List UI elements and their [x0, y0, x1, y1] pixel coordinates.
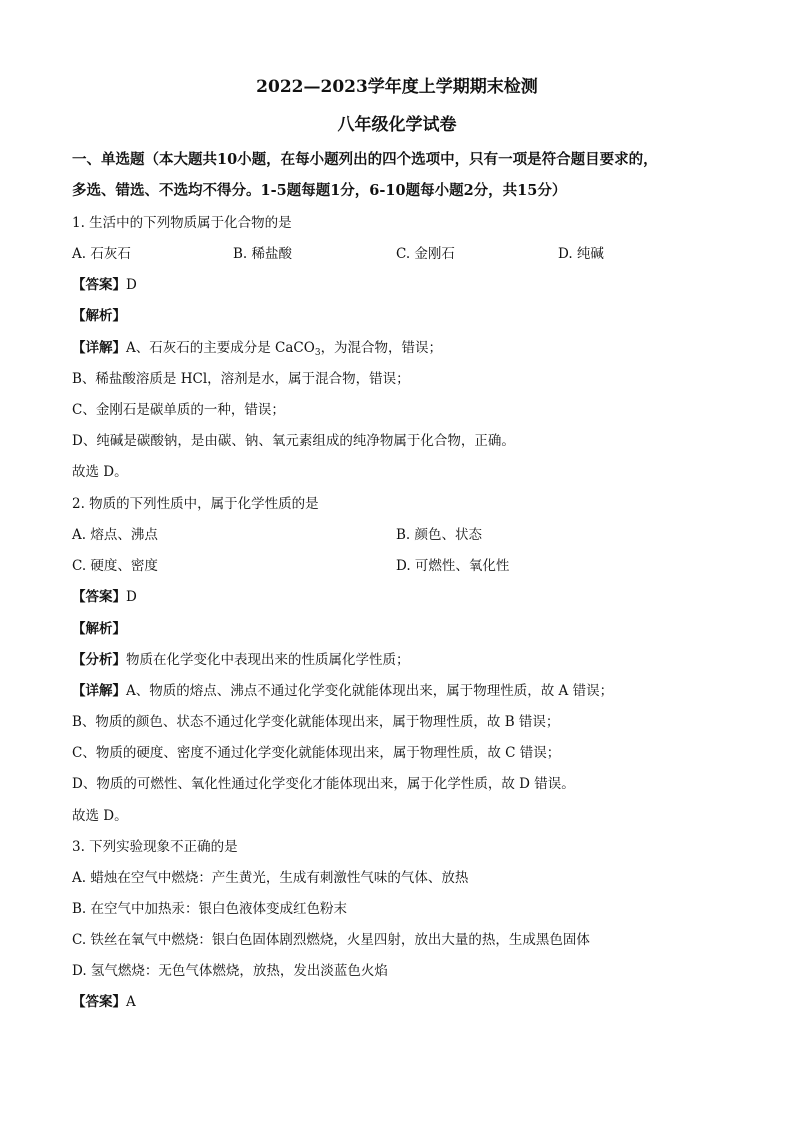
answer-label: 【答案】 — [72, 994, 126, 1010]
section-heading-line-1: 一、单选题（本大题共10小题，在每小题列出的四个选项中，只有一项是符合题目要求的， — [72, 151, 658, 168]
q3-stem: 3. 下列实验现象不正确的是 — [72, 839, 238, 855]
q1-stem: 1. 生活中的下列物质属于化合物的是 — [72, 215, 292, 231]
detail-label: 【详解】 — [72, 340, 126, 356]
q2-detail-a-text: A、物质的熔点、沸点不通过化学变化就能体现出来，属于物理性质，故 A 错误； — [126, 683, 614, 699]
q3-answer-value: A — [126, 994, 136, 1010]
q1-answer-value: D — [126, 277, 137, 293]
q2-option-d: D. 可燃性、氧化性 — [396, 558, 510, 574]
q1-detail-d: D、纯碱是碳酸钠，是由碳、钠、氧元素组成的纯净物属于化合物，正确。 — [72, 433, 515, 449]
detail-label: 【详解】 — [72, 683, 126, 699]
q1-detail-a — [72, 338, 442, 358]
q2-option-a: A. 熔点、沸点 — [72, 527, 158, 543]
analysis-label: 【解析】 — [72, 621, 126, 637]
q1-detail-a-tail: ，为混合物，错误； — [320, 340, 443, 356]
q1-analysis-label — [72, 306, 126, 326]
answer-label: 【答案】 — [72, 589, 126, 605]
q2-answer — [72, 587, 137, 607]
q2-detail-a — [72, 681, 613, 701]
q1-option-a: A. 石灰石 — [72, 246, 131, 262]
q2-analysis-label — [72, 619, 126, 639]
q2-detail-b: B、物质的颜色、状态不通过化学变化就能体现出来，属于物理性质，故 B 错误； — [72, 714, 560, 730]
q3-option-d: D. 氢气燃烧：无色气体燃烧，放热，发出淡蓝色火焰 — [72, 963, 388, 979]
fenxi-label: 【分析】 — [72, 652, 126, 668]
q1-detail-b: B、稀盐酸溶质是 HCl，溶剂是水，属于混合物，错误； — [72, 371, 410, 387]
q2-detail-c: C、物质的硬度、密度不通过化学变化就能体现出来，属于物理性质，故 C 错误； — [72, 745, 561, 761]
q2-option-b: B. 颜色、状态 — [396, 527, 483, 543]
q1-option-b: B. 稀盐酸 — [233, 246, 293, 262]
q1-option-c: C. 金刚石 — [396, 246, 455, 262]
q3-option-b: B. 在空气中加热汞：银白色液体变成红色粉末 — [72, 901, 348, 917]
analysis-label: 【解析】 — [72, 308, 126, 324]
section-heading-line-2: 多选、错选、不选均不得分。1-5题每题1分，6-10题每小题2分，共15分） — [72, 182, 567, 199]
q3-answer — [72, 992, 136, 1012]
q1-option-d: D. 纯碱 — [558, 246, 604, 262]
q1-answer — [72, 275, 137, 295]
q2-answer-value: D — [126, 589, 137, 605]
answer-label: 【答案】 — [72, 277, 126, 293]
document-title: 2022—2023学年度上学期期末检测 — [256, 77, 538, 97]
q3-option-c: C. 铁丝在氧气中燃烧：银白色固体剧烈燃烧，火星四射，放出大量的热，生成黑色固体 — [72, 932, 590, 948]
document-subtitle: 八年级化学试卷 — [337, 115, 457, 135]
q3-option-a: A. 蜡烛在空气中燃烧：产生黄光，生成有刺激性气味的气体、放热 — [72, 870, 469, 886]
q2-conclusion: 故选 D。 — [72, 808, 128, 824]
q2-fenxi — [72, 650, 410, 670]
q2-fenxi-text: 物质在化学变化中表现出来的性质属化学性质； — [126, 652, 410, 668]
q1-conclusion: 故选 D。 — [72, 464, 128, 480]
q2-detail-d: D、物质的可燃性、氧化性通过化学变化才能体现出来，属于化学性质，故 D 错误。 — [72, 776, 575, 792]
q2-stem: 2. 物质的下列性质中，属于化学性质的是 — [72, 496, 319, 512]
q1-detail-c: C、金刚石是碳单质的一种，错误； — [72, 402, 285, 418]
q1-detail-a-subscript: 3 — [314, 348, 321, 358]
q2-option-c: C. 硬度、密度 — [72, 558, 158, 574]
q1-detail-a-text: A、石灰石的主要成分是 CaCO — [126, 340, 315, 356]
